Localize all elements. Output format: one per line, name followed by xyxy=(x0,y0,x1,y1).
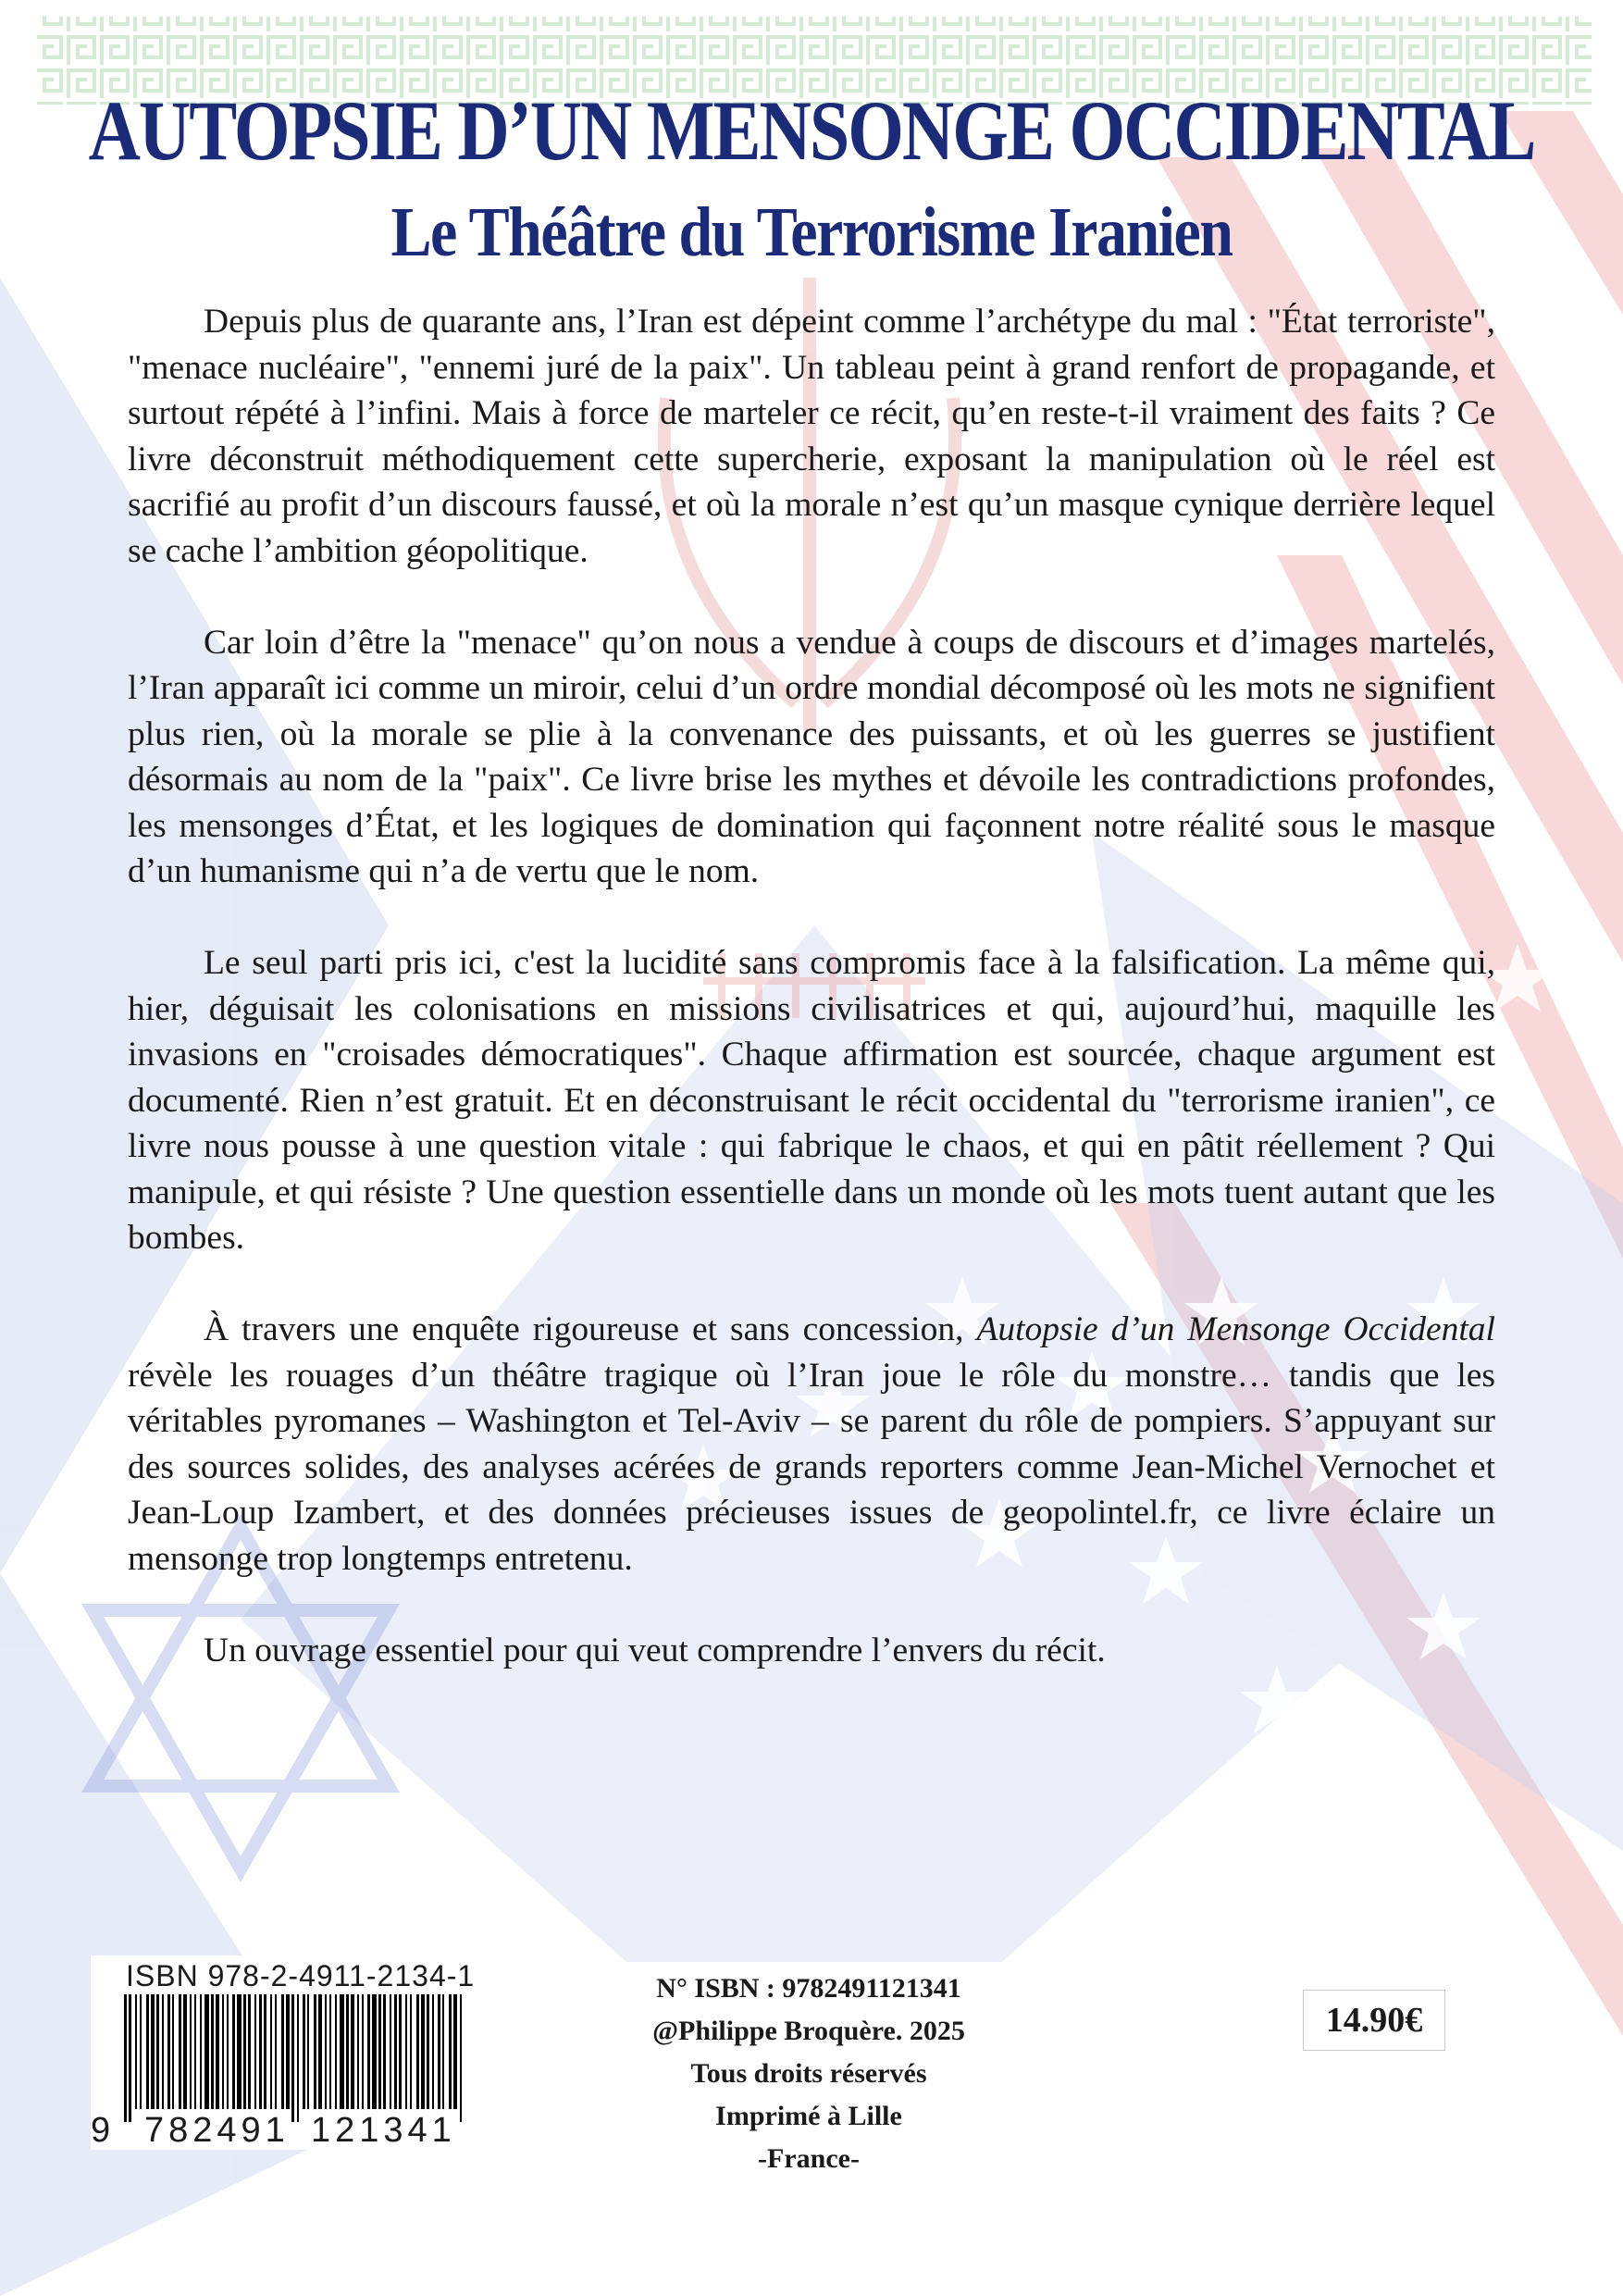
copyright-line: @Philippe Broquère. 2025 xyxy=(652,2016,965,2046)
rights-line: Tous droits réservés xyxy=(690,2058,927,2089)
publication-info xyxy=(609,1962,1009,2173)
barcode-isbn-label: ISBN 978-2-4911-2134-1 xyxy=(126,1959,476,1992)
isbn-barcode xyxy=(91,1955,489,2150)
barcode-digit-first: 9 xyxy=(91,2111,116,2150)
country-line: -France- xyxy=(758,2143,860,2174)
paragraph-1: Depuis plus de quarante ans, l’Iran est dépeint comme l’archétype du mal : "État terroriste", "menace nucléaire", "ennemi juré de la paix". Un tableau peint à grand renfort de propagande, et surtout répété à l’infini. Mais à force de marteler ce récit, qu’en reste-t-il vraiment des faits ? Ce livre déconstruit méthodiquement cette supercherie, exposant la manipulation où le réel est sacrifié au profit d’un discours faussé, et où la morale n’est qu’un masque cynique derrière lequel se cache l’ambition géopolitique. xyxy=(128,303,1495,570)
paragraph-3: Le seul parti pris ici, c'est la lucidité sans compromis face à la falsification. La même qui, hier, déguisait les colonisations en missions civilisatrices et qui, aujourd’hui, maquille les invasions en "croisades démocratiques". Chaque affirmation est sourcée, chaque argument est documenté. Rien n’est gratuit. Et en déconstruisant le récit occidental du "terrorisme iranien", ce livre nous pousse à une question vitale : qui fabrique le chaos, et qui en pâtit réellement ? Qui manipule, et qui résiste ? Une question essentielle dans un monde où les mots tuent autant que les bombes. xyxy=(128,944,1495,1257)
paragraph-4 xyxy=(128,1307,1495,1582)
printed-line: Imprimé à Lille xyxy=(715,2101,902,2131)
book-title: AUTOPSIE D’UN MENSONGE OCCIDENTAL xyxy=(88,82,1535,178)
book-title-italic: Autopsie d’un Mensonge Occidental xyxy=(976,1310,1495,1348)
price-tag: 14.90€ xyxy=(1303,1990,1445,2051)
book-subtitle: Le Théâtre du Terrorisme Iranien xyxy=(390,193,1233,272)
back-cover-blurb xyxy=(128,299,1495,1673)
paragraph-4-end: révèle les rouages d’un théâtre tragique où l’Iran joue le rôle du monstre… tandis que les véritables pyromanes – Washington et Tel-Aviv – se parent du rôle de pompiers. S’appuyant sur des sources solides, des analyses acérées de grands reporters comme Jean-Michel Vernochet et Jean-Loup Izambert, et des données précieuses issues de geopolintel.fr, ce livre éclaire un mensonge trop longtemps entretenu. xyxy=(128,1356,1495,1578)
paragraph-4-start: À travers une enquête rigoureuse et sans concession, xyxy=(204,1310,977,1348)
paragraph-5: Un ouvrage essentiel pour qui veut comprendre l’envers du récit. xyxy=(204,1631,1106,1669)
barcode-digits-left: 782491 xyxy=(144,2111,290,2150)
isbn-line: N° ISBN : 9782491121341 xyxy=(656,1973,961,2004)
barcode-digits-right: 121341 xyxy=(311,2111,456,2150)
barcode-bars xyxy=(124,1994,468,2122)
paragraph-2: Car loin d’être la "menace" qu’on nous a vendue à coups de discours et d’images martelés, l’Iran apparaît ici comme un miroir, celui d’un ordre mondial décomposé où les mots ne signifient plus rien, où la morale se plie à la convenance des puissants, et où les guerres se justifient désormais au nom de la "paix". Ce livre brise les mythes et dévoile les contradictions profondes, les mensonges d’État, et les logiques de domination qui façonnent notre réalité sous le masque d’un humanisme qui n’a de vertu que le nom. xyxy=(128,623,1495,890)
